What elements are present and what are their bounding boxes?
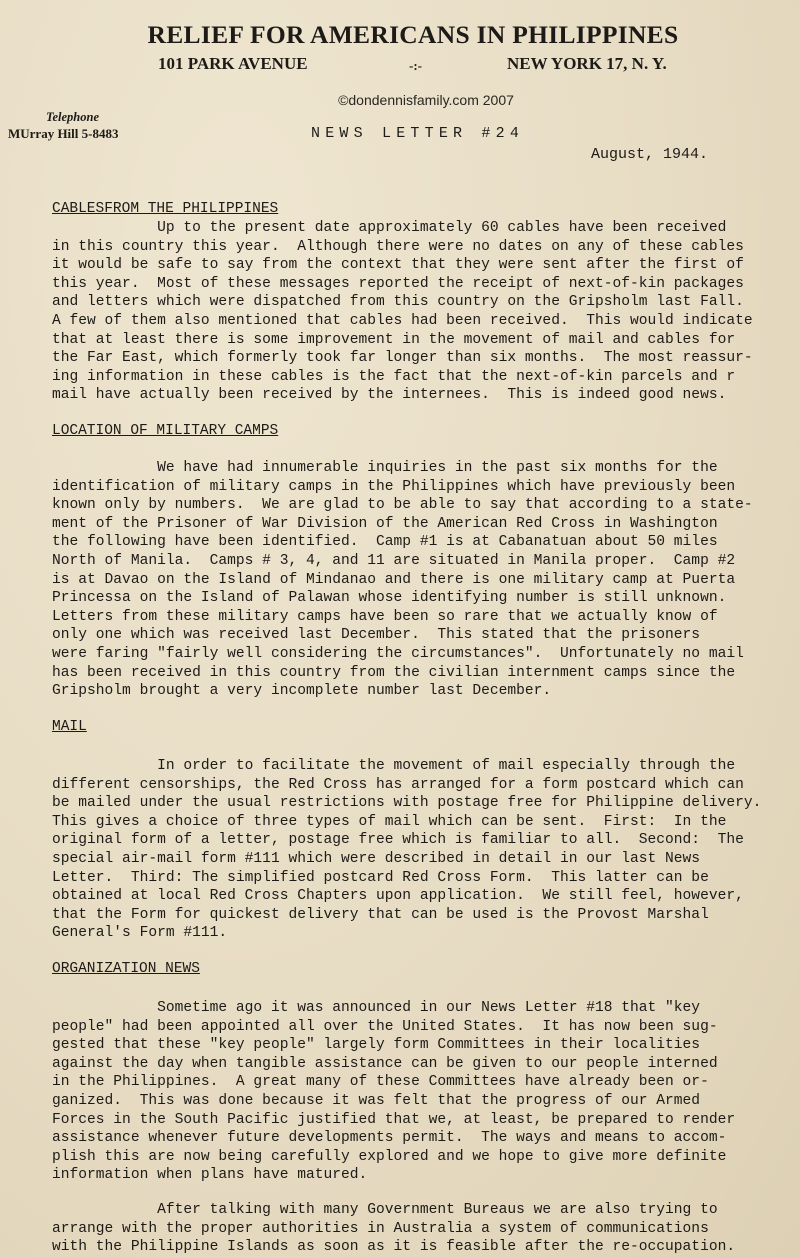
telephone-label: Telephone	[46, 110, 100, 124]
address-separator: -:-	[409, 58, 422, 73]
telephone-number: MUrray Hill 5-8483	[8, 126, 119, 141]
camps-heading: LOCATION OF MILITARY CAMPS	[52, 423, 279, 439]
street-address: 101 PARK AVENUE	[158, 54, 308, 73]
city-address: NEW YORK 17, N. Y.	[507, 54, 667, 73]
camps-paragraph: We have had innumerable inquiries in the past six months for the identification of military camps in the Philippines which have previously been known only by numbers. We are glad to be able to say that according to a state- ment of the Prisoner of War Division of the American Red Cross in Washington the following have been identified. Camp #1 is at Cabanatuan about 50 miles North of Manila. Camps # 3, 4, and 11 are situated in Manila proper. Camp #2 is at Davao on the Island of Mindanao and there is one military camp at Puerta Princessa on the Island of Palawan whose identifying number is still unknown. Letters from these military camps have been so rare that we actually know of only one which was received last December. This stated that the prisoners were faring "fairly well considering the circumstances". Unfortunately no mail has been received in this country from the civilian internment camps since the Gripsholm brought a very incomplete number last December.	[52, 460, 753, 700]
newsletter-date: August, 1944.	[591, 146, 709, 163]
copyright-watermark: ©dondennisfamily.com 2007	[338, 92, 514, 108]
organization-paragraph-2: After talking with many Government Bureaus we are also trying to arrange with the proper authorities in Australia a system of communications with the Philippine Islands as soon as it is feasible after the re-occupation.	[52, 1202, 736, 1256]
organization-heading: ORGANIZATION NEWS	[52, 961, 200, 977]
organization-name: RELIEF FOR AMERICANS IN PHILIPPINES	[147, 20, 679, 49]
mail-heading: MAIL	[52, 719, 87, 735]
cables-heading: CABLESFROM THE PHILIPPINES	[52, 201, 279, 217]
mail-paragraph: In order to facilitate the movement of mail especially through the different censorships, the Red Cross has arranged for a form postcard which can be mailed under the usual restrictions with postage free for Philippine delivery. This gives a choice of three types of mail which can be sent. First: In the original form of a letter, postage free which is familiar to all. Second: The special air-mail form #111 which were described in detail in our last News Letter. Third: The simplified postcard Red Cross Form. This latter can be obtained at local Red Cross Chapters upon application. We still feel, however, that the Form for quickest delivery that can be used is the Provost Marshal General's Form #111.	[52, 758, 762, 942]
newsletter-title: NEWS LETTER #24	[311, 125, 525, 142]
cables-paragraph: Up to the present date approximately 60 cables have been received in this country this year. Although there were no dates on any of these cables it would be safe to say from the context that they were sent after the first of this year. Most of these messages reported the receipt of next-of-kin packages and letters which were dispatched from this country on the Gripsholm last Fall. A few of them also mentioned that cables had been received. This would indicate that at least there is some improvement in the movement of mail and cables for the Far East, which formerly took far longer than six months. The most reassur- ing information in these cables is the fact that the next-of-kin parcels and r mail have actually been received by the internees. This is indeed good news.	[52, 220, 753, 404]
organization-paragraph-1: Sometime ago it was announced in our News Letter #18 that "key people" had been appointed all over the United States. It has now been sug- gested that these "key people" largely form Committees in their localities against the day when tangible assistance can be given to our people interned in the Philippines. A great many of these Committees have already been or- ganized. This was done because it was felt that the progress of our Armed Forces in the South Pacific justified that we, at least, be prepared to render assistance whenever future developments permit. The ways and means to accom- plish this are now being carefully explored and we hope to give more definite information when plans have matured.	[52, 1000, 736, 1184]
